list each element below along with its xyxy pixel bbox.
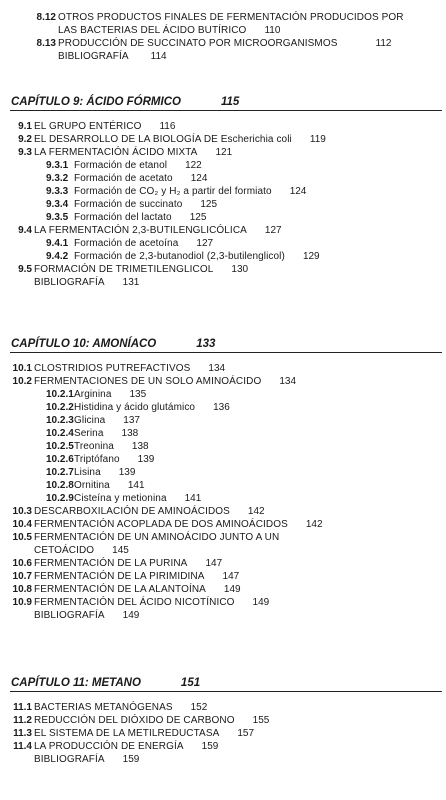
entry-page: 141	[184, 493, 202, 504]
entry-number: 9.1	[18, 121, 32, 132]
entry-page: 152	[190, 702, 208, 713]
toc-subentry: 9.3.2 Formación de acetato 124	[46, 173, 208, 184]
toc-entry	[10, 263, 442, 276]
entry-title: Cisteína y metionina	[74, 493, 167, 504]
toc-subentry: 9.3.4 Formación de succinato 125	[46, 199, 218, 210]
entry-page: 145	[112, 545, 129, 556]
chapter-11	[10, 675, 442, 766]
entry-page: 119	[309, 134, 326, 145]
entry-title: Formación del lactato	[74, 212, 172, 223]
chapter-heading	[10, 336, 442, 353]
toc-subentry: 9.3.3 Formación de CO₂ y H₂ a partir del formiato 124	[46, 186, 307, 197]
entry-title: Histidina y ácido glutámico	[74, 402, 196, 413]
entry-page: 129	[302, 251, 320, 262]
toc-entry	[10, 531, 442, 544]
entry-page: 149	[122, 610, 140, 621]
entry-title: FERMENTACIÓN DE LA PIRIMIDINA	[34, 571, 205, 582]
entry-number: 10.6	[12, 558, 32, 569]
chapter-title: CAPÍTULO 10: AMONÍACO	[11, 338, 157, 350]
entry-title: BIBLIOGRAFÍA	[34, 610, 105, 621]
toc-entry	[10, 714, 442, 727]
entry-title: FERMENTACIONES DE UN SOLO AMINOÁCIDO	[34, 376, 262, 387]
chapter-heading	[10, 675, 442, 692]
entry-title: Arginina	[74, 389, 112, 400]
entry-page: 147	[205, 558, 223, 569]
entry-title: BIBLIOGRAFÍA	[34, 754, 105, 765]
top-entries	[34, 11, 434, 63]
entry-title: Formación de succinato	[74, 199, 183, 210]
toc-subentry: 10.2.3 Glicina 137	[46, 415, 140, 426]
entry-page: 136	[213, 402, 230, 413]
entry-title: EL GRUPO ENTÉRICO	[34, 121, 142, 132]
entry-page: 116	[159, 121, 176, 132]
toc-subentry: 9.4.1 Formación de acetoína 127	[46, 238, 214, 249]
entry-number: 10.5	[12, 532, 32, 543]
toc-subentry: 10.2.2 Histidina y ácido glutámico 136	[46, 402, 230, 413]
entry-title: OTROS PRODUCTOS FINALES DE FERMENTACIÓN PRODUCIDOS POR	[58, 12, 404, 23]
entry-page: 130	[231, 264, 249, 275]
entry-title: Formación de CO₂ y H₂ a partir del formiato	[74, 186, 272, 197]
entry-title: Formación de 2,3-butanodiol (2,3-butilenglicol)	[74, 251, 285, 262]
toc-subentry: 10.2.1 Arginina 135	[46, 389, 147, 400]
bibliography-entry	[10, 753, 442, 766]
entry-page: 155	[252, 715, 270, 726]
entry-page: 139	[118, 467, 136, 478]
entry-title: Formación de etanol	[74, 160, 168, 171]
entry-page: 138	[121, 428, 139, 439]
entry-page: 139	[137, 454, 155, 465]
entry-title: DESCARBOXILACIÓN DE AMINOÁCIDOS	[34, 506, 230, 517]
chapter-9	[10, 94, 442, 289]
entry-title: FERMENTACIÓN ACOPLADA DE DOS AMINOÁCIDOS	[34, 519, 288, 530]
toc-entry	[10, 224, 442, 237]
toc-entry	[10, 570, 442, 583]
toc-entry	[10, 362, 442, 375]
entry-number: 11.2	[13, 715, 32, 726]
toc-entry	[10, 701, 442, 714]
toc-subentry: 10.2.9 Cisteína y metionina 141	[46, 493, 202, 504]
entry-title: BIBLIOGRAFÍA	[58, 51, 129, 62]
chapter-title: CAPÍTULO 9: ÁCIDO FÓRMICO	[11, 96, 181, 108]
entry-page: 125	[189, 212, 207, 223]
toc-subentry: 10.2.8 Ornitina 141	[46, 480, 145, 491]
entry-number: 10.8	[12, 584, 32, 595]
toc-entry	[34, 37, 434, 50]
entry-number: 9.2	[18, 134, 32, 145]
entry-page: 131	[122, 277, 140, 288]
toc-entry	[10, 133, 442, 146]
entry-page: 138	[131, 441, 149, 452]
entry-page: 121	[215, 147, 233, 158]
entry-number: 9.3	[18, 147, 32, 158]
toc-entry	[10, 727, 442, 740]
toc-subentry: 9.4.2 Formación de 2,3-butanodiol (2,3-butilenglicol) 129	[46, 251, 320, 262]
toc-subentry: 9.3.5 Formación del lactato 125	[46, 212, 207, 223]
entry-title: Ornitina	[74, 480, 110, 491]
toc-entry	[10, 557, 442, 570]
entry-title: FERMENTACIÓN DE UN AMINOÁCIDO JUNTO A UN	[34, 532, 280, 543]
entry-page: 149	[252, 597, 270, 608]
toc-subentry: 9.3.1 Formación de etanol 122	[46, 160, 202, 171]
chapter-entries	[10, 353, 442, 622]
entry-title: PRODUCCIÓN DE SUCCINATO POR MICROORGANISMOS	[58, 38, 338, 49]
chapter-entries	[10, 111, 442, 289]
entry-number: 10.2	[12, 376, 32, 387]
entry-title: EL SISTEMA DE LA METILREDUCTASA	[34, 728, 220, 739]
entry-number: 10.7	[12, 571, 32, 582]
toc-entry	[10, 146, 442, 159]
chapter-entries	[10, 692, 442, 766]
bibliography-entry	[10, 276, 442, 289]
entry-number: 10.3	[12, 506, 32, 517]
entry-page: 147	[222, 571, 240, 582]
entry-title: Lisina	[74, 467, 101, 478]
entry-number: 9.5	[18, 264, 32, 275]
entry-title: FORMACIÓN DE TRIMETILENGLICOL	[34, 264, 214, 275]
entry-number: 11.3	[13, 728, 32, 739]
entry-title: LA FERMENTACIÓN 2,3-BUTILENGLICÓLICA	[34, 225, 247, 236]
toc-subentry: 10.2.4 Serina 138	[46, 428, 139, 439]
toc-entry	[10, 583, 442, 596]
entry-page: 114	[150, 51, 167, 62]
entry-page: 110	[264, 25, 281, 36]
toc-entry	[10, 505, 442, 518]
toc-entry	[34, 11, 434, 24]
entry-title: REDUCCIÓN DEL DIÓXIDO DE CARBONO	[34, 715, 235, 726]
entry-title: Treonina	[74, 441, 114, 452]
toc-subentry: 10.2.7 Lisina 139	[46, 467, 136, 478]
bibliography-entry	[34, 50, 434, 63]
entry-title: LA PRODUCCIÓN DE ENERGÍA	[34, 741, 184, 752]
entry-page: 149	[223, 584, 241, 595]
chapter-10	[10, 336, 442, 622]
entry-title-cont: CETOÁCIDO	[34, 545, 95, 556]
entry-page: 135	[129, 389, 147, 400]
entry-number: 11.1	[13, 702, 32, 713]
toc-entry-continuation	[10, 544, 442, 557]
chapter-heading	[10, 94, 442, 111]
entry-title: LA FERMENTACIÓN ÁCIDO MIXTA	[34, 147, 198, 158]
bibliography-entry	[10, 609, 442, 622]
entry-title: Formación de acetato	[74, 173, 173, 184]
entry-page: 157	[237, 728, 255, 739]
entry-page: 124	[190, 173, 208, 184]
entry-page: 122	[185, 160, 202, 171]
entry-title: FERMENTACIÓN DE LA PURINA	[34, 558, 188, 569]
entry-number: 9.4	[18, 225, 32, 236]
toc-entry	[10, 120, 442, 133]
entry-page: 112	[375, 38, 392, 49]
entry-page: 134	[208, 363, 226, 374]
entry-title-cont: LAS BACTERIAS DEL ÁCIDO BUTÍRICO	[58, 25, 247, 36]
entry-title: BIBLIOGRAFÍA	[34, 277, 105, 288]
entry-number: 8.12	[36, 12, 56, 23]
entry-number: 10.9	[12, 597, 32, 608]
entry-title: BACTERIAS METANÓGENAS	[34, 702, 173, 713]
entry-page: 137	[123, 415, 140, 426]
entry-title: FERMENTACIÓN DE LA ALANTOÍNA	[34, 584, 206, 595]
chapter-title: CAPÍTULO 11: METANO	[11, 677, 141, 689]
entry-number: 11.4	[13, 741, 32, 752]
entry-number: 10.1	[12, 363, 32, 374]
entry-page: 141	[127, 480, 145, 491]
toc-subentry: 10.2.6 Triptófano 139	[46, 454, 155, 465]
entry-title: Glicina	[74, 415, 106, 426]
entry-title: Triptófano	[74, 454, 120, 465]
toc-entry	[10, 740, 442, 753]
entry-page: 159	[122, 754, 140, 765]
entry-page: 125	[200, 199, 218, 210]
toc-entry	[10, 375, 442, 388]
entry-number: 8.13	[36, 38, 56, 49]
toc-entry-continuation	[34, 24, 434, 37]
toc-entry	[10, 596, 442, 609]
toc-entry	[10, 518, 442, 531]
entry-number: 10.4	[12, 519, 32, 530]
entry-title: FERMENTACIÓN DEL ÁCIDO NICOTÍNICO	[34, 597, 235, 608]
entry-page: 142	[305, 519, 323, 530]
entry-page: 142	[247, 506, 265, 517]
chapter-page: 151	[180, 677, 201, 689]
chapter-page: 133	[196, 338, 216, 350]
entry-page: 127	[196, 238, 214, 249]
entry-title: Serina	[74, 428, 104, 439]
entry-page: 134	[279, 376, 297, 387]
entry-page: 124	[289, 186, 307, 197]
toc-subentry: 10.2.5 Treonina 138	[46, 441, 149, 452]
entry-title: Formación de acetoína	[74, 238, 179, 249]
entry-page: 127	[264, 225, 282, 236]
entry-page: 159	[201, 741, 219, 752]
entry-title: CLOSTRIDIOS PUTREFACTIVOS	[34, 363, 191, 374]
entry-title: EL DESARROLLO DE LA BIOLOGÍA DE Escherichia coli	[34, 134, 292, 145]
chapter-page: 115	[220, 96, 240, 108]
